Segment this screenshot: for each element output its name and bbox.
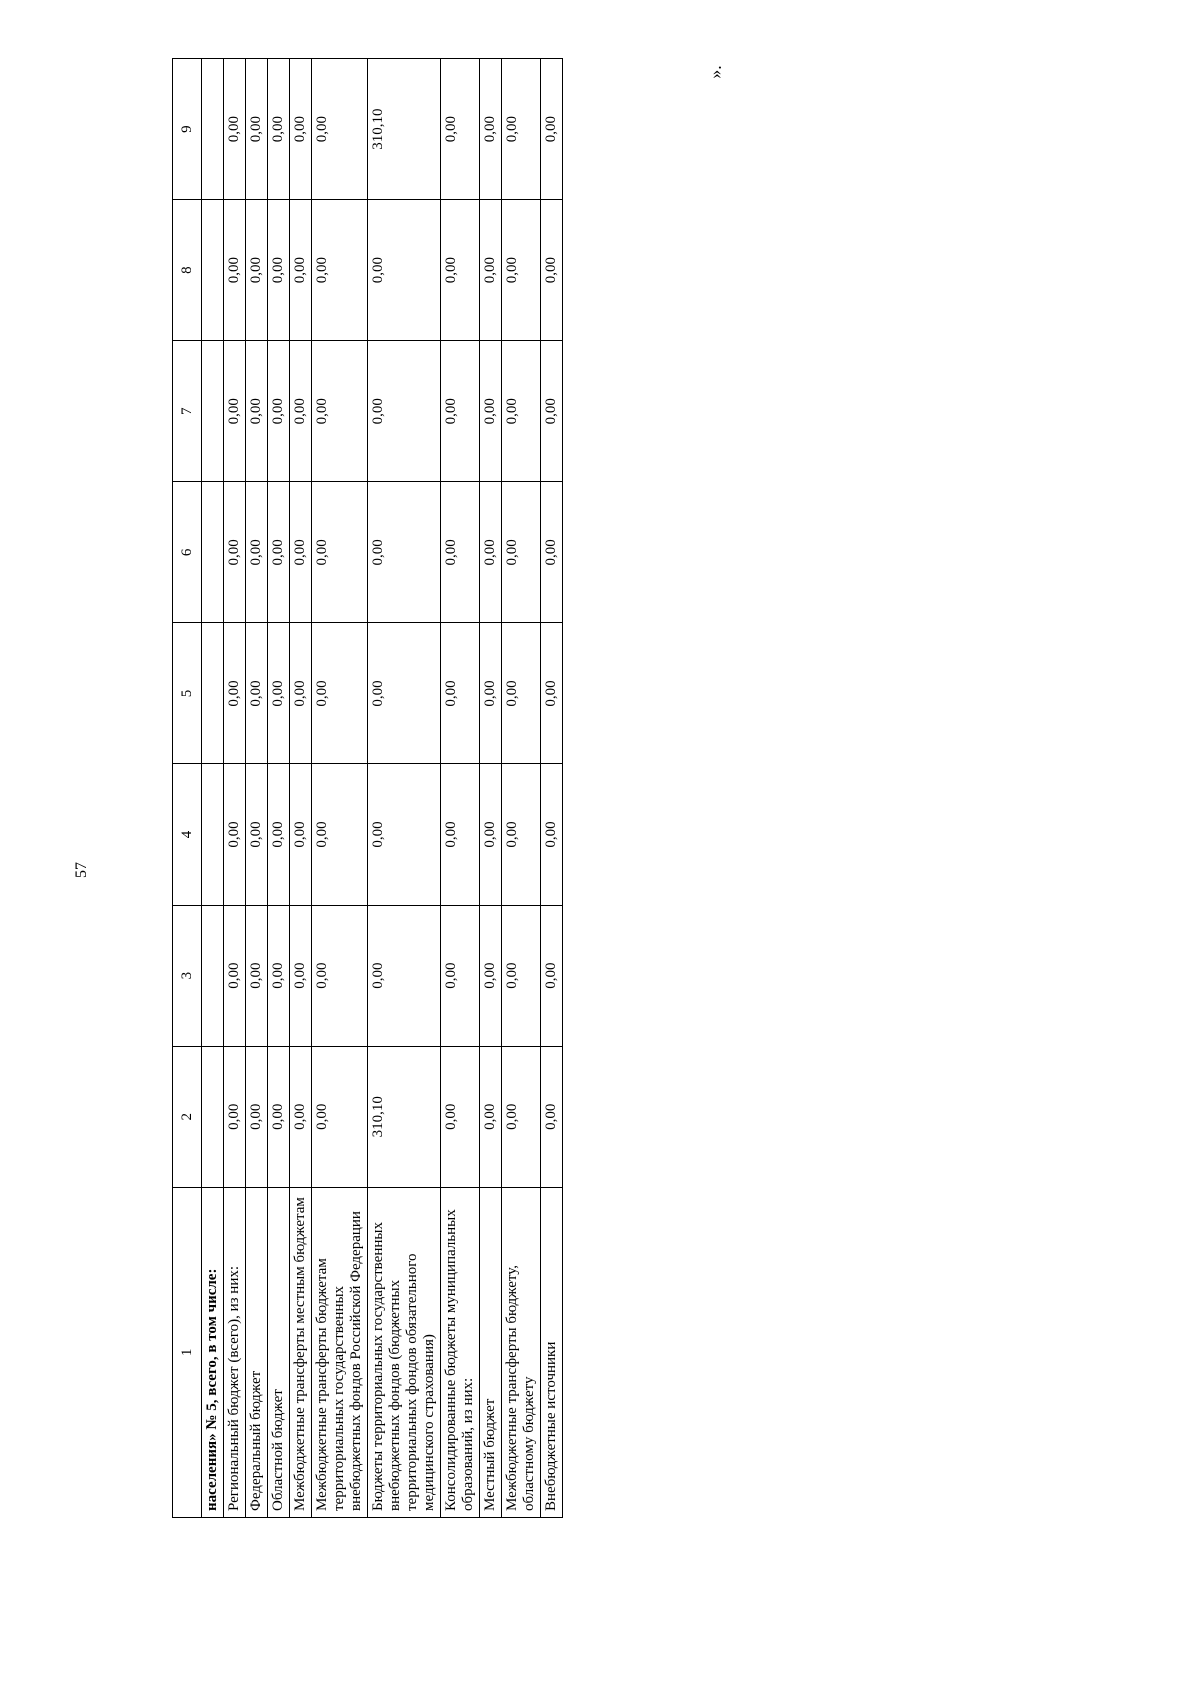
table-row (480, 59, 502, 1518)
cell-value: 0,00 (502, 623, 541, 764)
cell-value: 0,00 (502, 341, 541, 482)
cell-value: 0,00 (290, 764, 312, 905)
row-label: Межбюджетные трансферты местным бюджетам (290, 1187, 312, 1517)
table-row (268, 59, 290, 1518)
section-label: населения» № 5, всего, в том числе: (202, 1187, 224, 1517)
cell-value: 0,00 (480, 1046, 502, 1187)
cell-value: 0,00 (224, 341, 246, 482)
cell-value: 0,00 (290, 1046, 312, 1187)
page-number: 57 (73, 862, 90, 878)
cell-value: 0,00 (312, 482, 368, 623)
cell-value: 310,10 (368, 1046, 441, 1187)
cell-value: 0,00 (224, 59, 246, 200)
cell-value: 0,00 (224, 905, 246, 1046)
row-label: Местный бюджет (480, 1187, 502, 1517)
cell-value: 0,00 (502, 905, 541, 1046)
table-row (441, 59, 480, 1518)
table-row (541, 59, 563, 1518)
cell-value: 0,00 (480, 905, 502, 1046)
cell-value: 0,00 (368, 341, 441, 482)
column-header: 9 (173, 59, 202, 200)
cell-value: 0,00 (441, 341, 480, 482)
cell-value: 0,00 (502, 764, 541, 905)
budget-table-container (172, 58, 692, 1518)
table-row (312, 59, 368, 1518)
cell-value: 0,00 (502, 482, 541, 623)
cell-value: 0,00 (268, 905, 290, 1046)
row-label: Межбюджетные трансферты бюджетам территориальных государственных внебюджетных фондов Российской Федерации (312, 1187, 368, 1517)
table-row (368, 59, 441, 1518)
cell-value: 0,00 (312, 1046, 368, 1187)
row-label: Межбюджетные трансферты бюджету, областному бюджету (502, 1187, 541, 1517)
cell-value: 0,00 (480, 59, 502, 200)
cell-value: 0,00 (312, 764, 368, 905)
cell-value: 0,00 (312, 623, 368, 764)
cell-value: 0,00 (290, 623, 312, 764)
cell-value: 0,00 (268, 200, 290, 341)
cell-value: 0,00 (502, 1046, 541, 1187)
cell-value: 0,00 (480, 341, 502, 482)
column-header: 8 (173, 200, 202, 341)
cell-value: 0,00 (246, 341, 268, 482)
column-header: 3 (173, 905, 202, 1046)
cell-value: 0,00 (268, 1046, 290, 1187)
cell-value: 0,00 (290, 341, 312, 482)
cell-value: 0,00 (541, 200, 563, 341)
cell-value: 0,00 (224, 764, 246, 905)
column-header: 7 (173, 341, 202, 482)
cell-value: 0,00 (268, 623, 290, 764)
cell-value: 0,00 (268, 764, 290, 905)
cell-value: 0,00 (441, 905, 480, 1046)
cell-value: 0,00 (368, 764, 441, 905)
table-row (224, 59, 246, 1518)
column-header: 2 (173, 1046, 202, 1187)
row-label: Внебюджетные источники (541, 1187, 563, 1517)
cell-value: 0,00 (441, 1046, 480, 1187)
cell-value: 0,00 (368, 905, 441, 1046)
row-label: Консолидированные бюджеты муниципальных образований, из них: (441, 1187, 480, 1517)
cell-value: 0,00 (480, 200, 502, 341)
cell-value: 0,00 (441, 200, 480, 341)
cell-value: 0,00 (441, 623, 480, 764)
cell-value: 0,00 (541, 482, 563, 623)
cell-value: 0,00 (268, 59, 290, 200)
cell-value: 0,00 (480, 482, 502, 623)
budget-table (172, 58, 563, 1518)
table-row (290, 59, 312, 1518)
cell-value: 0,00 (246, 482, 268, 623)
cell-value: 0,00 (312, 905, 368, 1046)
cell-value: 0,00 (502, 59, 541, 200)
cell-value: 0,00 (368, 200, 441, 341)
table-header-row (173, 59, 202, 1518)
cell-value: 0,00 (290, 59, 312, 200)
cell-value: 0,00 (246, 764, 268, 905)
row-label: Региональный бюджет (всего), из них: (224, 1187, 246, 1517)
cell-value: 0,00 (224, 1046, 246, 1187)
cell-value: 0,00 (246, 200, 268, 341)
cell-value: 0,00 (312, 200, 368, 341)
cell-value: 0,00 (441, 764, 480, 905)
cell-value: 0,00 (441, 482, 480, 623)
cell-value: 0,00 (441, 59, 480, 200)
cell-value: 0,00 (268, 482, 290, 623)
cell-value: 0,00 (541, 623, 563, 764)
row-label: Областной бюджет (268, 1187, 290, 1517)
cell-value: 0,00 (480, 764, 502, 905)
cell-value: 0,00 (290, 200, 312, 341)
cell-value: 0,00 (268, 341, 290, 482)
cell-value: 0,00 (502, 200, 541, 341)
cell-value: 0,00 (541, 1046, 563, 1187)
cell-value: 0,00 (541, 59, 563, 200)
cell-value: 0,00 (246, 1046, 268, 1187)
cell-value: 0,00 (224, 200, 246, 341)
column-header: 1 (173, 1187, 202, 1517)
cell-value: 0,00 (246, 905, 268, 1046)
column-header: 5 (173, 623, 202, 764)
cell-value: 0,00 (480, 623, 502, 764)
column-header: 4 (173, 764, 202, 905)
cell-value: 0,00 (246, 623, 268, 764)
cell-value: 310,10 (368, 59, 441, 200)
table-row (502, 59, 541, 1518)
cell-value: 0,00 (541, 764, 563, 905)
cell-value: 0,00 (246, 59, 268, 200)
cell-value: 0,00 (312, 341, 368, 482)
cell-value: 0,00 (368, 482, 441, 623)
closing-quote-mark: ». (705, 65, 725, 79)
cell-value: 0,00 (312, 59, 368, 200)
cell-value: 0,00 (368, 623, 441, 764)
cell-value: 0,00 (541, 905, 563, 1046)
cell-value: 0,00 (224, 623, 246, 764)
row-label: Федеральный бюджет (246, 1187, 268, 1517)
table-row (246, 59, 268, 1518)
cell-value: 0,00 (290, 905, 312, 1046)
column-header: 6 (173, 482, 202, 623)
cell-value: 0,00 (541, 341, 563, 482)
section-row (202, 59, 224, 1518)
cell-value: 0,00 (290, 482, 312, 623)
cell-value: 0,00 (224, 482, 246, 623)
row-label: Бюджеты территориальных государственных внебюджетных фондов (бюджетных территориальных фондов обязательного медицинского страхования) (368, 1187, 441, 1517)
